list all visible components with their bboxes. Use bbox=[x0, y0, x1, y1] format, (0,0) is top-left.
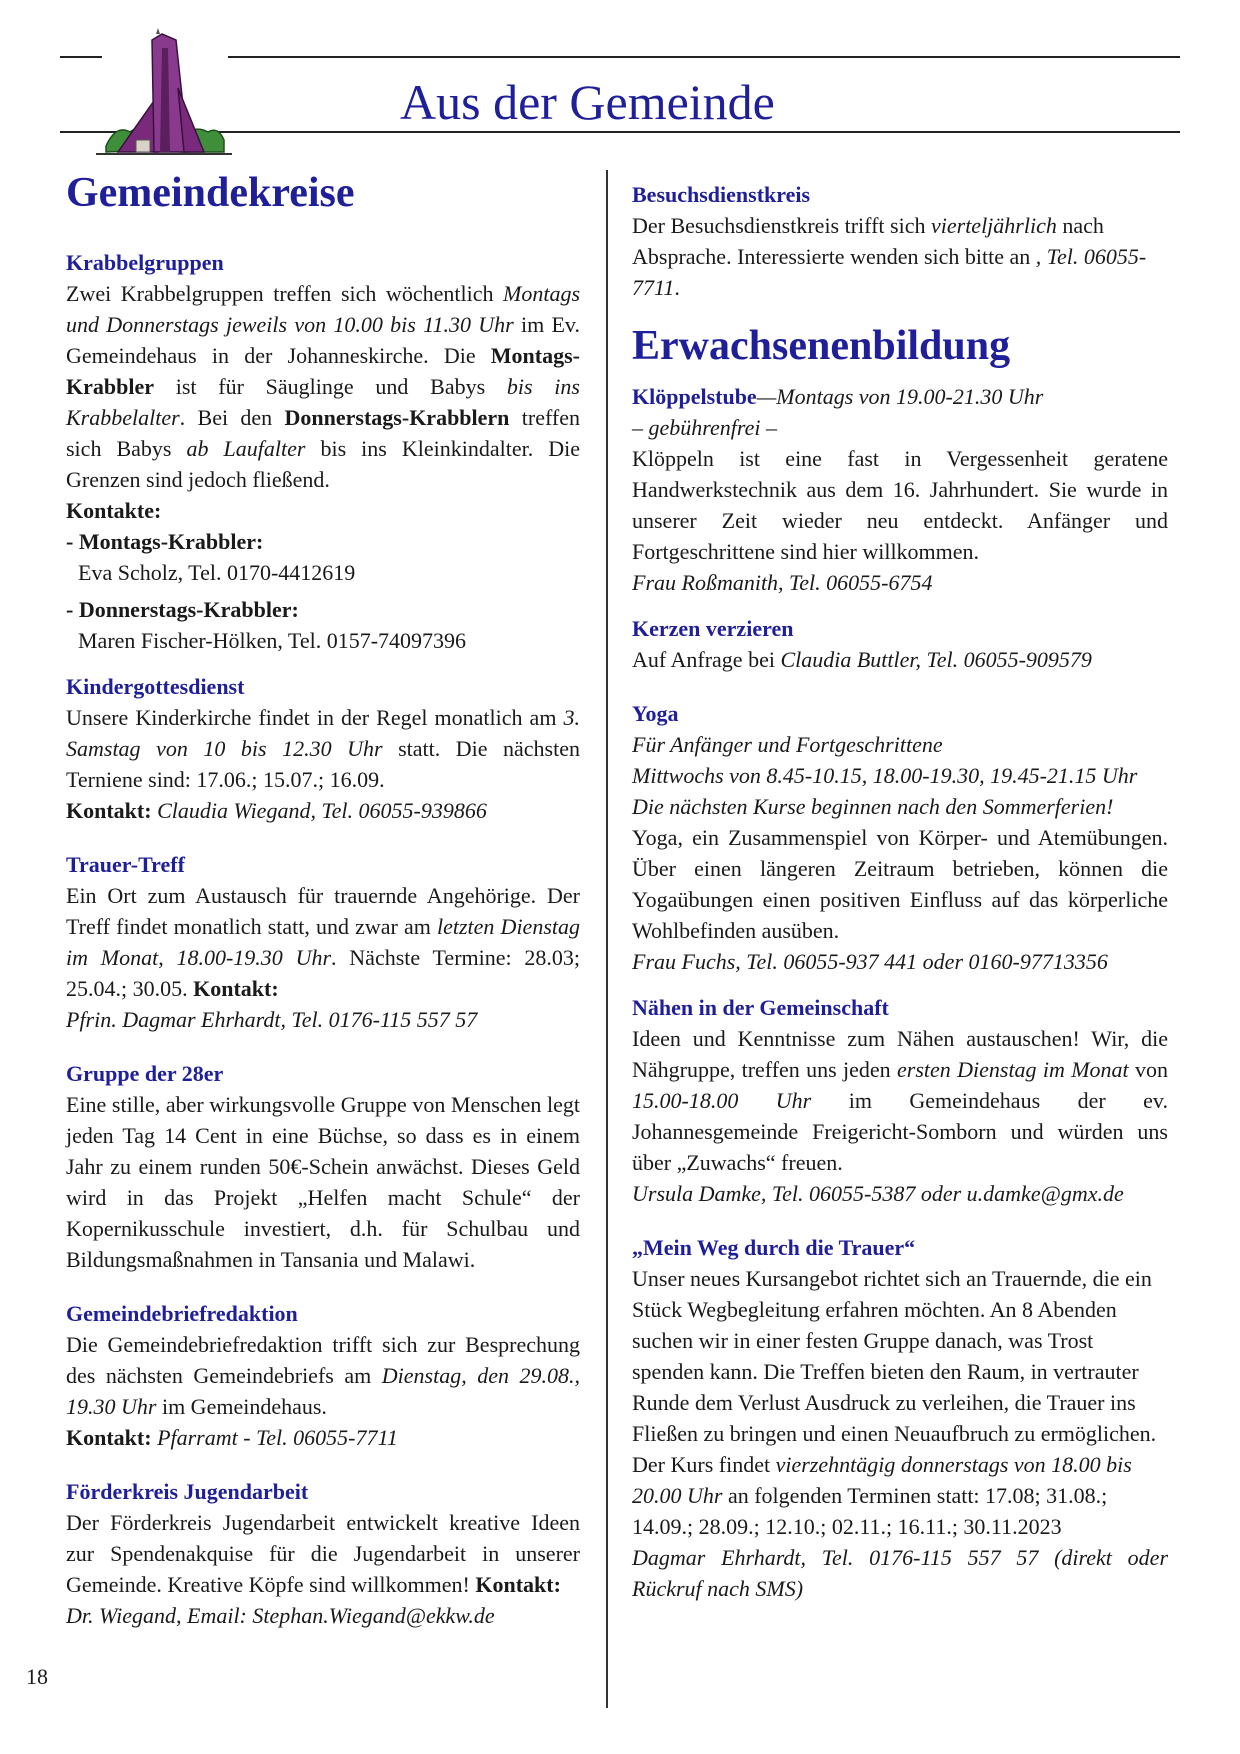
title-besuchsdienstkreis: Besuchsdienstkreis bbox=[632, 182, 811, 207]
text-yoga: Yoga, ein Zusammenspiel von Körper- und Atemübungen. Über einen längeren Zeitraum betrieben, können die Yogaübungen einen positiven Einfluss auf das körperliche Wohlbefinden ausüben. bbox=[632, 825, 1168, 943]
montags-krabbler-label: - Montags-Krabbler: bbox=[66, 529, 264, 554]
title-gruppe-der-28er: Gruppe der 28er bbox=[66, 1061, 224, 1086]
title-naehen: Nähen in der Gemeinschaft bbox=[632, 995, 889, 1020]
text-gemeindebriefredaktion: Die Gemeindebriefredaktion trifft sich zur Besprechung des nächsten Gemeindebriefs am Dienstag, den 29.08., 19.30 Uhr im Gemeindehaus. Kontakt: Pfarramt - Tel. 06055-7711 bbox=[66, 1332, 581, 1450]
right-column bbox=[632, 180, 1168, 1620]
text-kindergottesdienst: Unsere Kinderkirche findet in der Regel monatlich am 3. Samstag von 10 bis 12.30 Uhr statt. Die nächsten Terniene sind: 17.06.; 15.07.; 16.09. Kontakt: Claudia Wiegand, Tel. 06055-939866 bbox=[66, 705, 580, 823]
title-foerderkreis-jugendarbeit: Förderkreis Jugendarbeit bbox=[66, 1479, 309, 1504]
text-besuchsdienstkreis: Der Besuchsdienstkreis trifft sich vierteljährlich nach Absprache. Interessierte wenden sich bitte an , Tel. 06055-7711. bbox=[632, 213, 1147, 300]
section-kerzen-verzieren bbox=[632, 614, 1168, 675]
title-yoga: Yoga bbox=[632, 701, 679, 726]
contact-mein-weg: Dagmar Ehrhardt, Tel. 0176-115 557 57 (direkt oder Rückruf nach SMS) bbox=[632, 1545, 1168, 1601]
section-krabbelgruppen bbox=[66, 248, 580, 656]
text-kerzen-verzieren: Auf Anfrage bei Claudia Buttler, Tel. 06055-909579 bbox=[632, 647, 1092, 672]
section-naehen bbox=[632, 993, 1168, 1209]
text-foerderkreis-jugendarbeit: Der Förderkreis Jugendarbeit entwickelt kreative Ideen zur Spendenakquise für die Jugendarbeit in unserer Gemeinde. Kreative Köpfe sind willkommen! Kontakt: Dr. Wiegand, Email: Stephan.Wiegand@ekkw.de bbox=[66, 1510, 580, 1628]
contact-naehen: Ursula Damke, Tel. 06055-5387 oder u.damke@gmx.de bbox=[632, 1181, 1124, 1206]
section-besuchsdienstkreis bbox=[632, 180, 1168, 303]
section-kloeppelstube bbox=[632, 381, 1168, 598]
donnerstags-krabbler-label: - Donnerstags-Krabbler: bbox=[66, 597, 299, 622]
left-column bbox=[66, 166, 580, 1647]
title-trauer-treff: Trauer-Treff bbox=[66, 852, 185, 877]
title-kerzen-verzieren: Kerzen verzieren bbox=[632, 616, 794, 641]
section-kindergottesdienst bbox=[66, 672, 580, 826]
section-trauer-treff bbox=[66, 850, 580, 1035]
contact-kloeppelstube: Frau Roßmanith, Tel. 06055-6754 bbox=[632, 570, 933, 595]
yoga-times: Mittwochs von 8.45-10.15, 18.00-19.30, 19.45-21.15 Uhr bbox=[632, 763, 1138, 788]
section-gruppe-der-28er bbox=[66, 1059, 580, 1275]
text-krabbelgruppen: Zwei Krabbelgruppen treffen sich wöchentlich Montags und Donnerstags jeweils von 10.00 bis 11.30 Uhr im Ev. Gemeindehaus in der Johanneskirche. Die Montags-Krabbler ist für Säuglinge und Babys bis ins Krabbelalter. Bei den Donnerstags-Krabblern treffen sich Babys ab Laufalter bis ins Kleinkindalter. Die Grenzen sind jedoch fließend. bbox=[66, 281, 581, 492]
heading-erwachsenenbildung: Erwachsenenbildung bbox=[632, 323, 1011, 369]
text-trauer-treff: Ein Ort zum Austausch für trauernde Angehörige. Der Treff findet monatlich statt, und zwar am letzten Dienstag im Monat, 18.00-19.30 Uhr. Nächste Termine: 28.03; 25.04.; 30.05. Kontakt: Pfrin. Dagmar Ehrhardt, Tel. 0176-115 557 57 bbox=[66, 883, 580, 1032]
title-kloeppelstube: Klöppelstube bbox=[632, 384, 757, 409]
yoga-note: Die nächsten Kurse beginnen nach den Sommerferien! bbox=[632, 794, 1114, 819]
section-yoga bbox=[632, 699, 1168, 977]
title-mein-weg: „Mein Weg durch die Trauer“ bbox=[632, 1235, 916, 1260]
montags-krabbler-contact: Eva Scholz, Tel. 0170-4412619 bbox=[78, 560, 356, 585]
title-gemeindebriefredaktion: Gemeindebriefredaktion bbox=[66, 1301, 298, 1326]
yoga-audience: Für Anfänger und Fortgeschrittene bbox=[632, 732, 943, 757]
text-naehen: Ideen und Kenntnisse zum Nähen austauschen! Wir, die Nähgruppe, treffen uns jeden ersten Dienstag im Monat von 15.00-18.00 Uhr im Gemeindehaus der ev. Johannesgemeinde Freigericht-Somborn und würden uns über „Zuwachs“ freuen. bbox=[632, 1026, 1169, 1175]
text-gruppe-der-28er: Eine stille, aber wirkungsvolle Gruppe von Menschen legt jeden Tag 14 Cent in eine Büchse, so dass es in einem Jahr zu einem runden 50€-Schein anwächst. Dieses Geld wird in das Projekt „Helfen macht Schule“ der Kopernikusschule investiert, d.h. für Schulbau und Bildungsmaßnahmen in Tansania und Malawi. bbox=[66, 1092, 580, 1272]
page-number: 18 bbox=[26, 1664, 48, 1689]
section-mein-weg bbox=[632, 1233, 1168, 1604]
title-krabbelgruppen: Krabbelgruppen bbox=[66, 250, 224, 275]
kontakte-label: Kontakte: bbox=[66, 498, 162, 523]
church-logo-icon bbox=[96, 28, 232, 158]
kloeppelstube-fee: – gebührenfrei – bbox=[632, 415, 778, 440]
column-divider bbox=[606, 170, 608, 1708]
heading-gemeindekreise: Gemeindekreise bbox=[66, 170, 355, 216]
page-header-title: Aus der Gemeinde bbox=[400, 74, 775, 130]
text-kloeppelstube: Klöppeln ist eine fast in Vergessenheit geratene Handwerkstechnik aus dem 16. Jahrhundert. Sie wurde in unserer Zeit wieder neu entdeckt. Anfänger und Fortgeschrittene sind hier willkommen. bbox=[632, 446, 1168, 564]
section-gemeindebriefredaktion bbox=[66, 1299, 580, 1453]
header-rule-top-right bbox=[228, 56, 1180, 58]
donnerstags-krabbler-contact: Maren Fischer-Hölken, Tel. 0157-74097396 bbox=[78, 628, 467, 653]
title-kloeppelstube-line: Klöppelstube—Montags von 19.00-21.30 Uhr bbox=[632, 384, 1044, 409]
title-kindergottesdienst: Kindergottesdienst bbox=[66, 674, 245, 699]
section-foerderkreis-jugendarbeit bbox=[66, 1477, 580, 1631]
contact-yoga: Frau Fuchs, Tel. 06055-937 441 oder 0160-97713356 bbox=[632, 949, 1108, 974]
text-mein-weg: Unser neues Kursangebot richtet sich an Trauernde, die ein Stück Wegbegleitung erfahren möchten. An 8 Abenden suchen wir in einer festen Gruppe danach, was Trost spenden kann. Die Treffen bieten den Raum, in vertrauter Runde dem Verlust Ausdruck zu verleihen, die Trauer ins Fließen zu bringen und einen Neuaufbruch zu ermöglichen. Der Kurs findet vierzehntägig donnerstags von 18.00 bis 20.00 Uhr an folgenden Terminen statt: 17.08; 31.08.; 14.09.; 28.09.; 12.10.; 02.11.; 16.11.; 30.11.2023 bbox=[632, 1266, 1157, 1539]
